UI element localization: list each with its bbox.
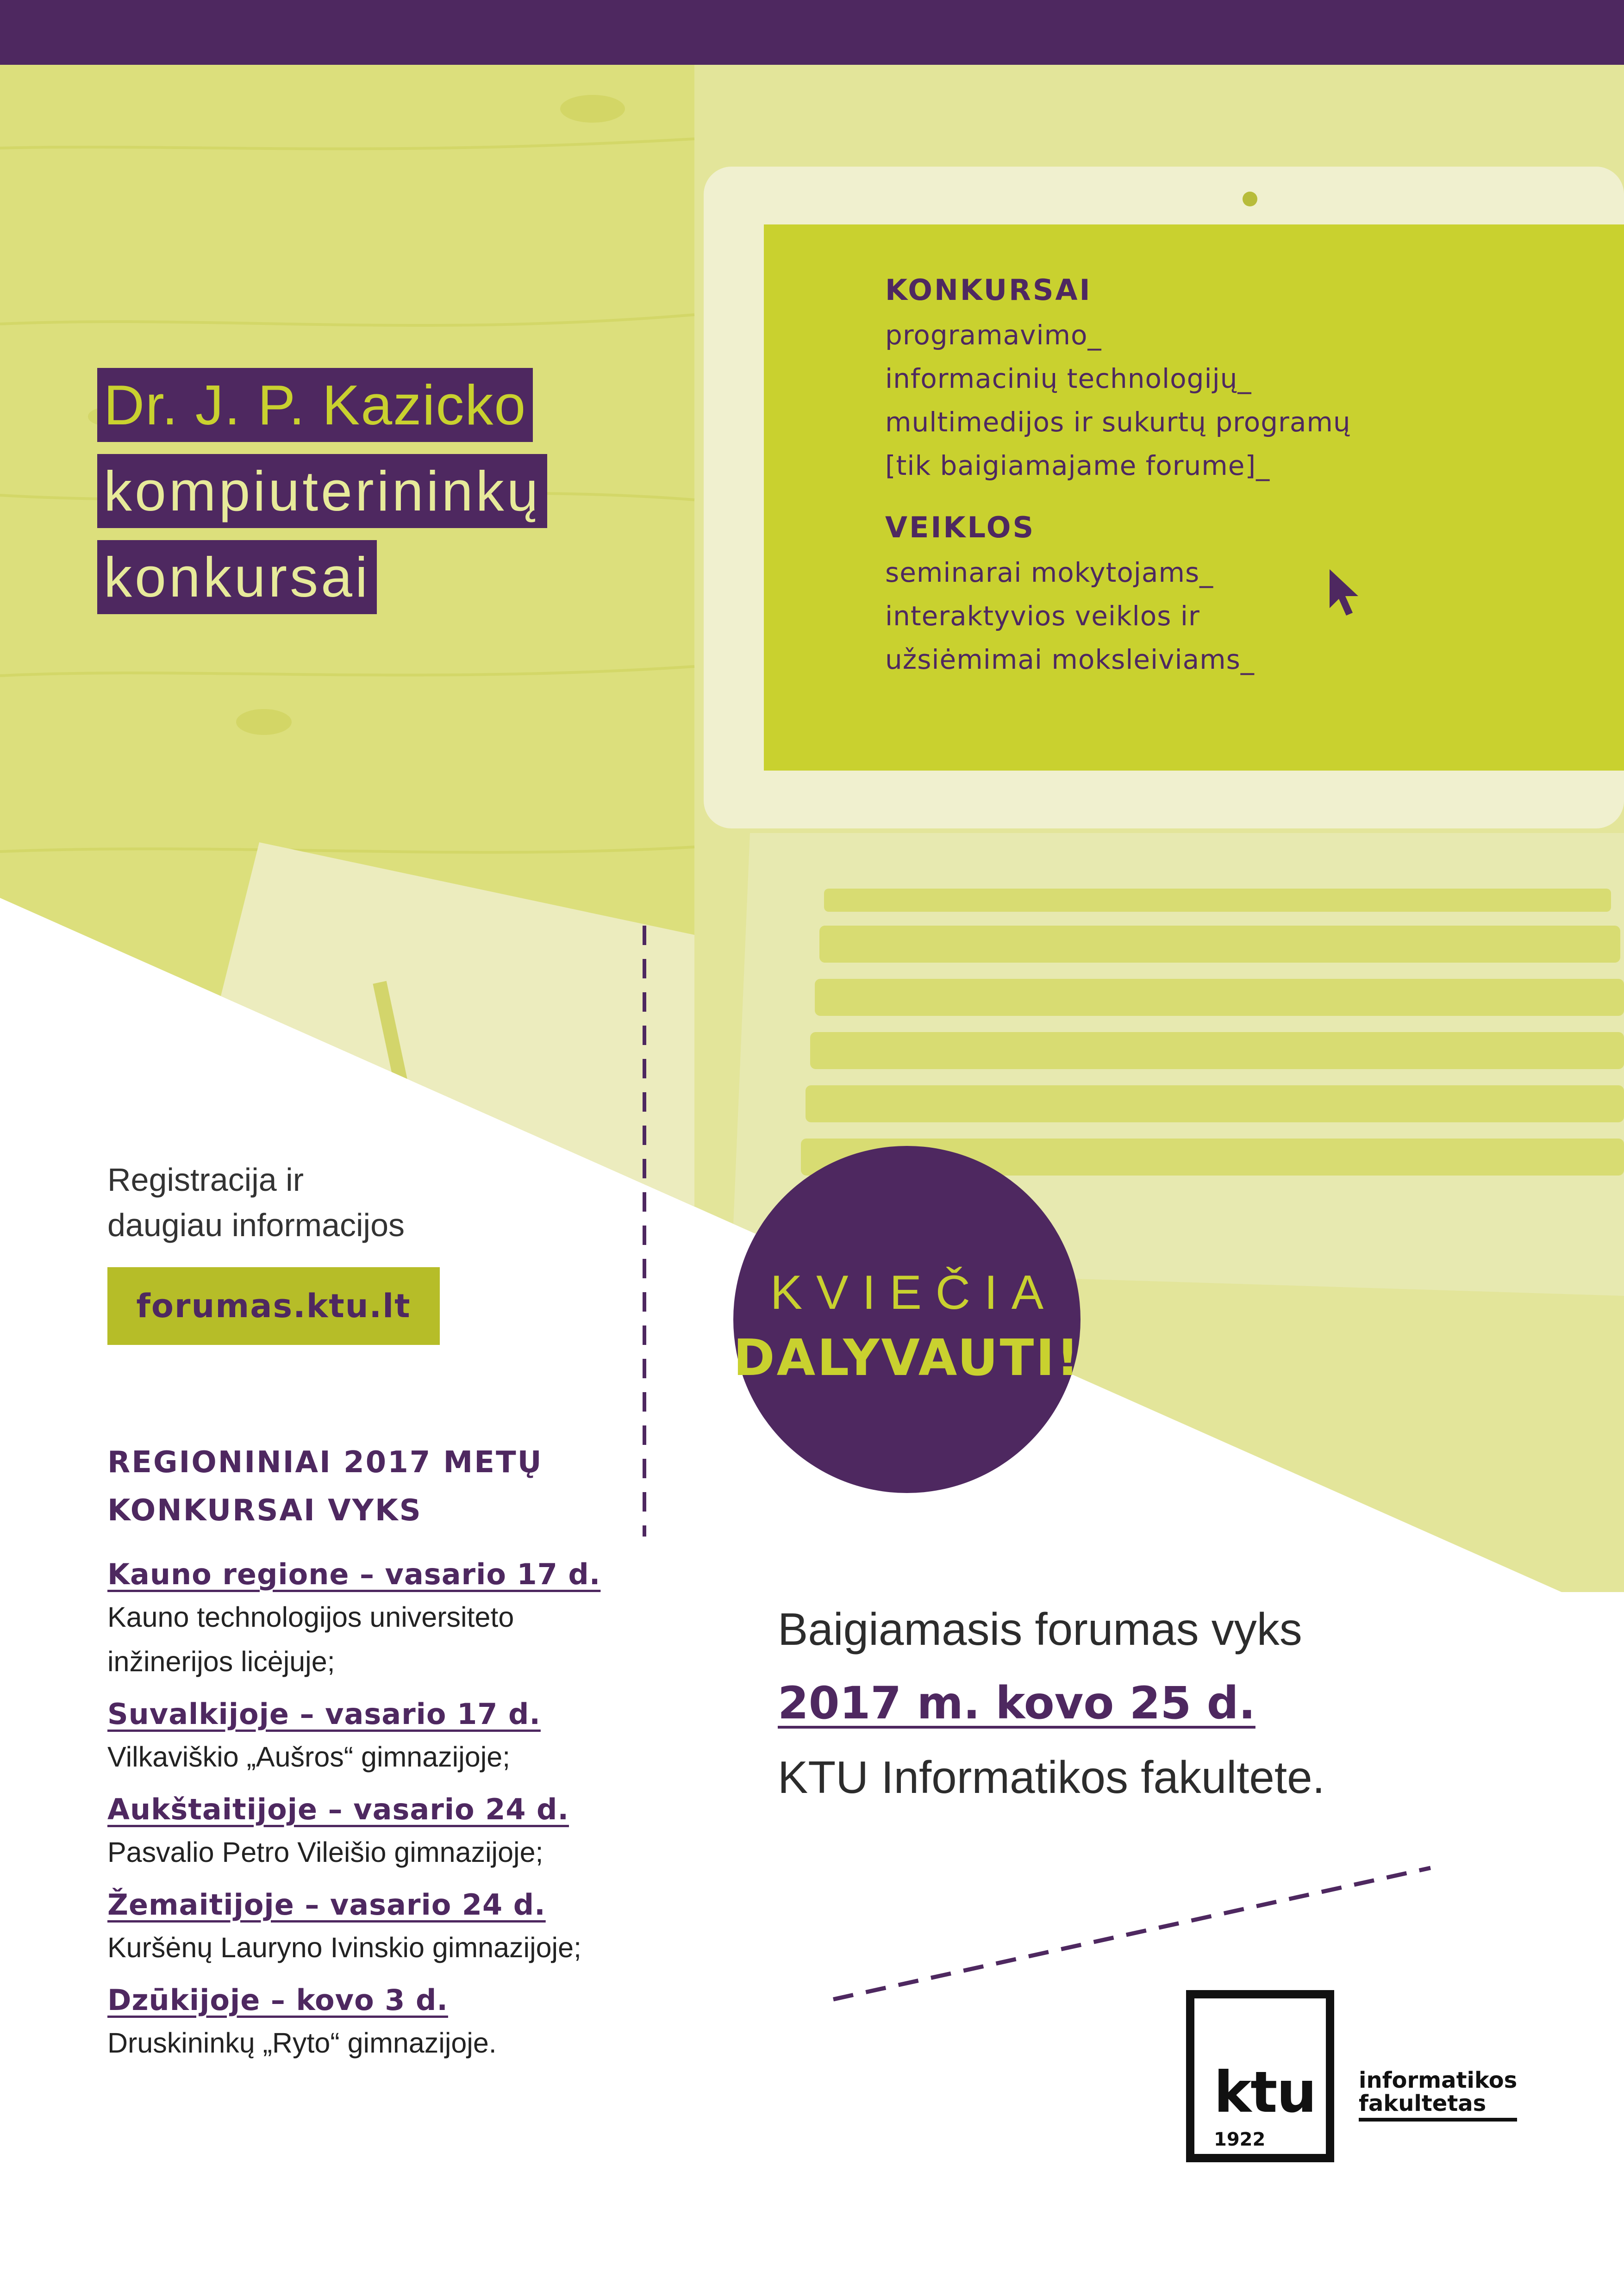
ktu-logo (1186, 1990, 1334, 2162)
title-line-2: kompiuterininkų (97, 454, 547, 528)
event-title: Dzūkijoje – kovo 3 d. (107, 1983, 448, 2017)
dashed-divider-diagonal (829, 1860, 1440, 2009)
faculty-name-line-1: informatikos (1359, 2067, 1518, 2093)
final-forum-info (778, 1592, 1518, 1814)
konkursai-item: programavimo_ (885, 319, 1102, 351)
event-title: Kauno regione – vasario 17 d. (107, 1557, 601, 1591)
ktu-logo-year: 1922 (1214, 2129, 1266, 2150)
regional-contests-heading (107, 1438, 593, 1535)
veiklos-item: seminarai mokytojams_ (885, 557, 1214, 588)
title-line-1: Dr. J. P. Kazicko (97, 368, 533, 442)
event-place: Pasvalio Petro Vileišio gimnazijoje; (107, 1836, 543, 1868)
laptop-screen-content (885, 273, 1394, 681)
title-line-3: konkursai (97, 540, 377, 614)
event-title: Aukštaitijoje – vasario 24 d. (107, 1792, 569, 1826)
event-place: Kauno technologijos universiteto (107, 1601, 514, 1633)
konkursai-item: [tik baigiamajame forume]_ (885, 450, 1270, 481)
event-place: inžinerijos licėjuje; (107, 1646, 335, 1677)
poster-title (97, 368, 745, 626)
registration-line-1: Registracija ir (107, 1162, 304, 1198)
event-place: Kuršėnų Lauryno Ivinskio gimnazijoje; (107, 1932, 581, 1963)
top-color-bar (0, 0, 1624, 65)
list-item (107, 1980, 686, 2065)
list-item (107, 1789, 686, 1874)
website-link[interactable]: forumas.ktu.lt (107, 1267, 440, 1345)
event-title: Suvalkijoje – vasario 17 d. (107, 1697, 541, 1731)
event-place: Druskininkų „Ryto“ gimnazijoje. (107, 2027, 497, 2059)
regional-heading-line-1: REGIONINIAI 2017 METŲ (107, 1445, 543, 1480)
konkursai-item: multimedijos ir sukurtų programų (885, 406, 1351, 438)
registration-line-2: daugiau informacijos (107, 1207, 405, 1243)
mouse-pointer-icon (1328, 567, 1365, 618)
konkursai-heading: KONKURSAI (885, 273, 1092, 307)
veiklos-heading: VEIKLOS (885, 510, 1036, 544)
konkursai-item: informacinių technologijų_ (885, 363, 1252, 394)
list-item (107, 1694, 686, 1779)
invitation-badge (733, 1146, 1081, 1493)
faculty-name-line-2: fakultetas (1359, 2091, 1487, 2116)
list-item (107, 1554, 686, 1684)
veiklos-item: interaktyvios veiklos ir (885, 600, 1200, 632)
faculty-name (1359, 2069, 1517, 2122)
ktu-logo-mark: ktu (1214, 2060, 1316, 2125)
regional-events-list (107, 1554, 686, 2075)
regional-heading-line-2: KONKURSAI VYKS (107, 1493, 422, 1528)
dashed-divider-vertical (640, 926, 649, 1537)
list-item (107, 1885, 686, 1970)
registration-info (107, 1157, 405, 1248)
event-place: Vilkaviškio „Aušros“ gimnazijoje; (107, 1741, 511, 1773)
final-forum-line-1: Baigiamasis forumas vyks (778, 1604, 1302, 1655)
event-title: Žemaitijoje – vasario 24 d. (107, 1888, 546, 1922)
badge-line-1: KVIEČIA (770, 1266, 1058, 1319)
badge-line-2: DALYVAUTI! (733, 1329, 1081, 1387)
veiklos-item: užsiėmimai moksleiviams_ (885, 644, 1255, 675)
final-forum-date: 2017 m. kovo 25 d. (778, 1677, 1255, 1729)
final-forum-location: KTU Informatikos fakultete. (778, 1752, 1325, 1803)
